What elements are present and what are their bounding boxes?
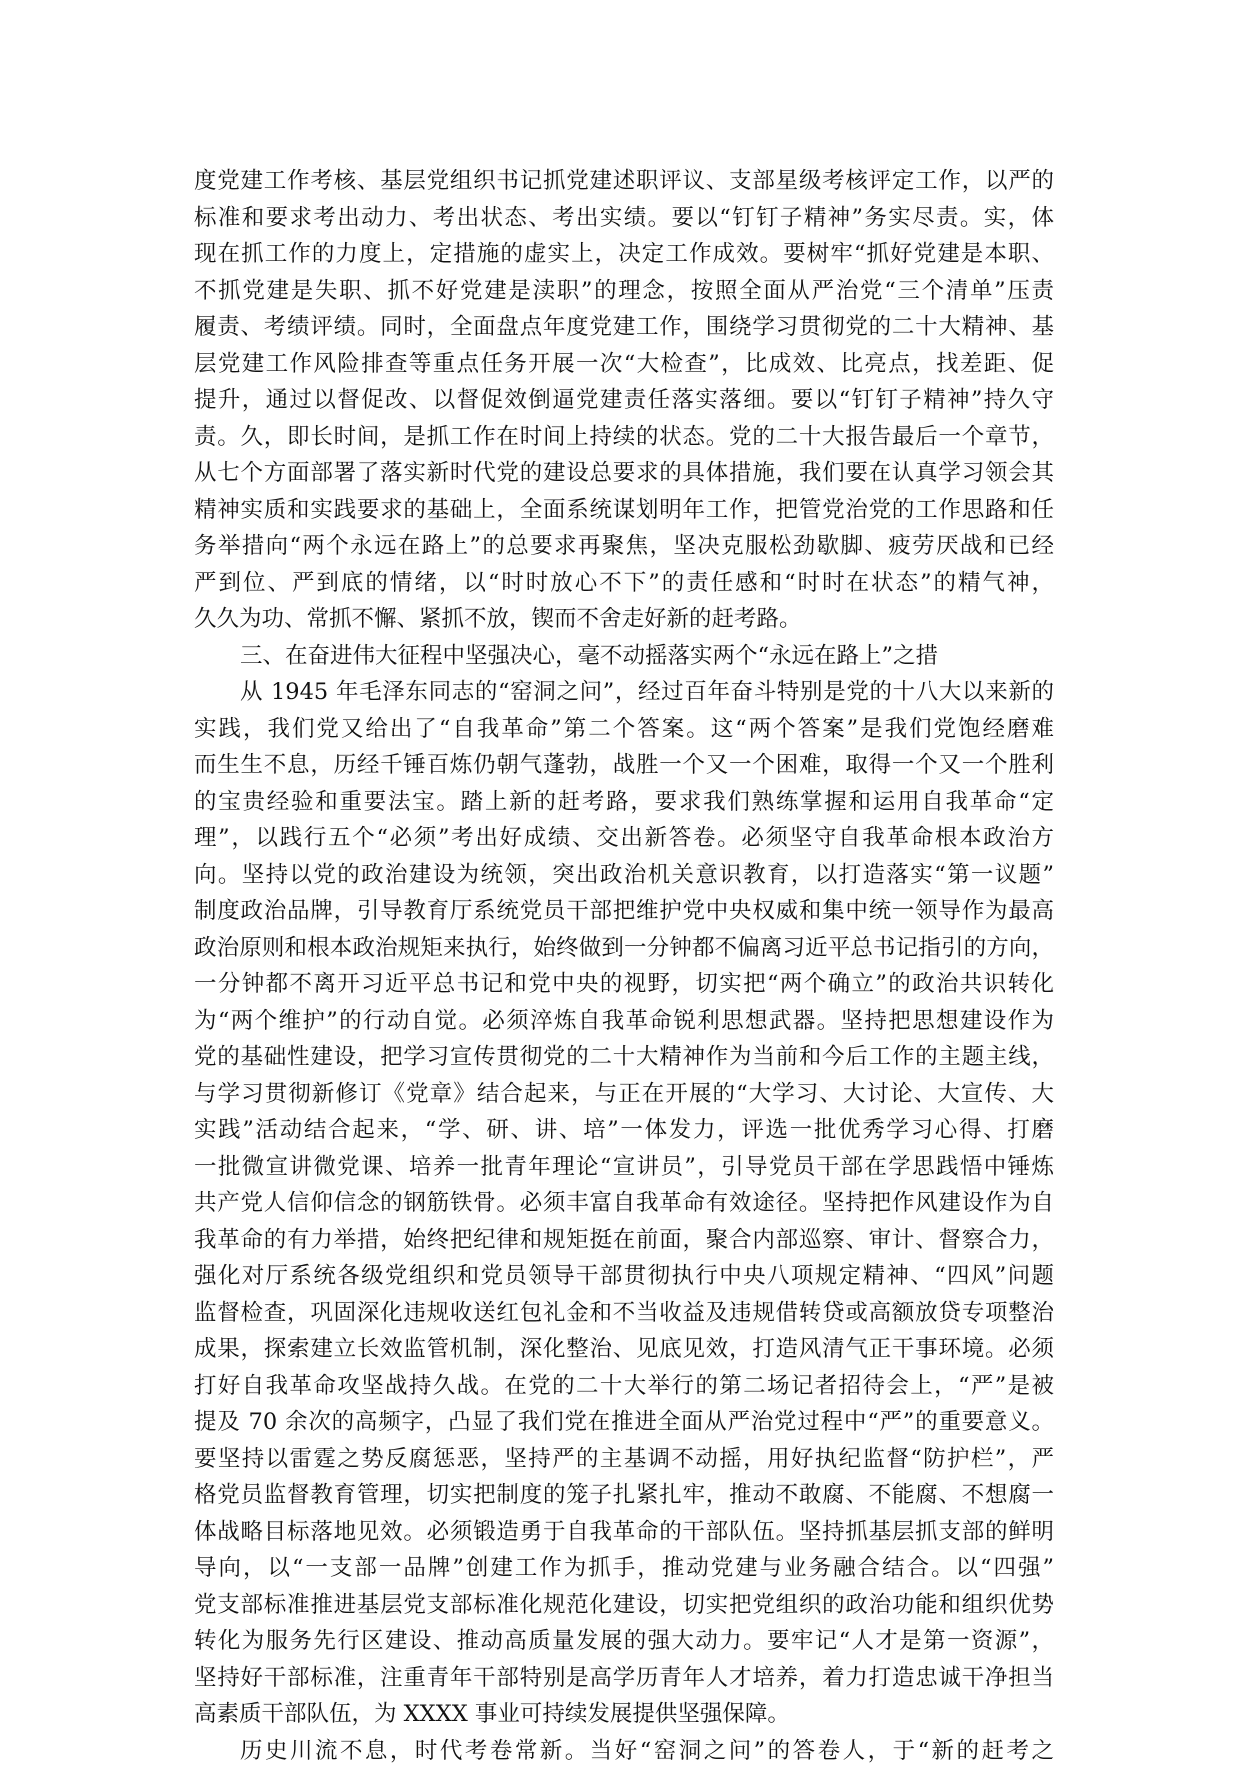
text-line: 格党员监督教育管理，切实把制度的笼子扎紧扎牢，推动不敢腐、不能腐、不想腐一 [194, 1477, 1054, 1514]
text-line: 导向，以“一支部一品牌”创建工作为抓手，推动党建与业务融合结合。以“四强” [194, 1550, 1054, 1587]
text-line: 精神实质和实践要求的基础上，全面系统谋划明年工作，把管党治党的工作思路和任 [194, 492, 1054, 529]
text-line: 体战略目标落地见效。必须锻造勇于自我革命的干部队伍。坚持抓基层抓支部的鲜明 [194, 1514, 1054, 1551]
text-line: 履责、考绩评绩。同时，全面盘点年度党建工作，围绕学习贯彻党的二十大精神、基 [194, 309, 1054, 346]
text-line: 监督检查，巩固深化违规收送红包礼金和不当收益及违规借转贷或高额放贷专项整治 [194, 1295, 1054, 1332]
text-line: 久久为功、常抓不懈、紧抓不放，锲而不舍走好新的赶考路。 [194, 601, 1054, 638]
text-line: 理”，以践行五个“必须”考出好成绩、交出新答卷。必须坚守自我革命根本政治方 [194, 820, 1054, 857]
text-line: 强化对厅系统各级党组织和党员领导干部贯彻执行中央八项规定精神、“四风”问题 [194, 1258, 1054, 1295]
text-line: 从 1945 年毛泽东同志的“窑洞之问”，经过百年奋斗特别是党的十八大以来新的 [194, 674, 1054, 711]
text-line: 制度政治品牌，引导教育厅系统党员干部把维护党中央权威和集中统一领导作为最高 [194, 893, 1054, 930]
text-line: 历史川流不息，时代考卷常新。当好“窑洞之问”的答卷人，于“新的赶考之 [194, 1733, 1054, 1769]
text-line: 实践”活动结合起来，“学、研、讲、培”一体发力，评选一批优秀学习心得、打磨 [194, 1112, 1054, 1149]
text-line: 提升，通过以督促改、以督促效倒逼党建责任落实落细。要以“钉钉子精神”持久守 [194, 382, 1054, 419]
text-line: 要坚持以雷霆之势反腐惩恶，坚持严的主基调不动摇，用好执纪监督“防护栏”，严 [194, 1441, 1054, 1478]
text-line: 党支部标准推进基层党支部标准化规范化建设，切实把党组织的政治功能和组织优势 [194, 1587, 1054, 1624]
text-line: 打好自我革命攻坚战持久战。在党的二十大举行的第二场记者招待会上，“严”是被 [194, 1368, 1054, 1405]
text-line: 党的基础性建设，把学习宣传贯彻党的二十大精神作为当前和今后工作的主题主线， [194, 1039, 1054, 1076]
text-line: 向。坚持以党的政治建设为统领，突出政治机关意识教育，以打造落实“第一议题” [194, 857, 1054, 894]
text-line: 层党建工作风险排查等重点任务开展一次“大检查”，比成效、比亮点，找差距、促 [194, 346, 1054, 383]
body-text [194, 163, 1054, 1769]
text-line: 一分钟都不离开习近平总书记和党中央的视野，切实把“两个确立”的政治共识转化 [194, 966, 1054, 1003]
text-line: 提及 70 余次的高频字，凸显了我们党在推进全面从严治党过程中“严”的重要意义。 [194, 1404, 1054, 1441]
text-line: 政治原则和根本政治规矩来执行，始终做到一分钟都不偏离习近平总书记指引的方向， [194, 930, 1054, 967]
text-line: 而生生不息，历经千锤百炼仍朝气蓬勃，战胜一个又一个困难，取得一个又一个胜利 [194, 747, 1054, 784]
text-line: 度党建工作考核、基层党组织书记抓党建述职评议、支部星级考核评定工作，以严的 [194, 163, 1054, 200]
text-line: 与学习贯彻新修订《党章》结合起来，与正在开展的“大学习、大讨论、大宣传、大 [194, 1076, 1054, 1113]
text-line: 现在抓工作的力度上，定措施的虚实上，决定工作成效。要树牢“抓好党建是本职、 [194, 236, 1054, 273]
text-line: 标准和要求考出动力、考出状态、考出实绩。要以“钉钉子精神”务实尽责。实，体 [194, 200, 1054, 237]
text-line: 一批微宣讲微党课、培养一批青年理论“宣讲员”，引导党员干部在学思践悟中锤炼 [194, 1149, 1054, 1186]
text-line: 的宝贵经验和重要法宝。踏上新的赶考路，要求我们熟练掌握和运用自我革命“定 [194, 784, 1054, 821]
text-line: 坚持好干部标准，注重青年干部特别是高学历青年人才培养，着力打造忠诚干净担当 [194, 1660, 1054, 1697]
text-line: 为“两个维护”的行动自觉。必须淬炼自我革命锐利思想武器。坚持把思想建设作为 [194, 1003, 1054, 1040]
section-heading: 三、在奋进伟大征程中坚强决心，毫不动摇落实两个“永远在路上”之措 [194, 638, 1054, 675]
text-line: 高素质干部队伍，为 XXXX 事业可持续发展提供坚强保障。 [194, 1696, 1054, 1733]
text-line: 共产党人信仰信念的钢筋铁骨。必须丰富自我革命有效途径。坚持把作风建设作为自 [194, 1185, 1054, 1222]
text-line: 责。久，即长时间，是抓工作在时间上持续的状态。党的二十大报告最后一个章节， [194, 419, 1054, 456]
text-line: 实践，我们党又给出了“自我革命”第二个答案。这“两个答案”是我们党饱经磨难 [194, 711, 1054, 748]
text-line: 转化为服务先行区建设、推动高质量发展的强大动力。要牢记“人才是第一资源”， [194, 1623, 1054, 1660]
text-line: 不抓党建是失职、抓不好党建是渎职”的理念，按照全面从严治党“三个清单”压责 [194, 273, 1054, 310]
text-line: 务举措向“两个永远在路上”的总要求再聚焦，坚决克服松劲歇脚、疲劳厌战和已经 [194, 528, 1054, 565]
text-line: 从七个方面部署了落实新时代党的建设总要求的具体措施，我们要在认真学习领会其 [194, 455, 1054, 492]
text-line: 严到位、严到底的情绪，以“时时放心不下”的责任感和“时时在状态”的精气神， [194, 565, 1054, 602]
text-line: 我革命的有力举措，始终把纪律和规矩挺在前面，聚合内部巡察、审计、督察合力， [194, 1222, 1054, 1259]
text-line: 成果，探索建立长效监管机制，深化整治、见底见效，打造风清气正干事环境。必须 [194, 1331, 1054, 1368]
